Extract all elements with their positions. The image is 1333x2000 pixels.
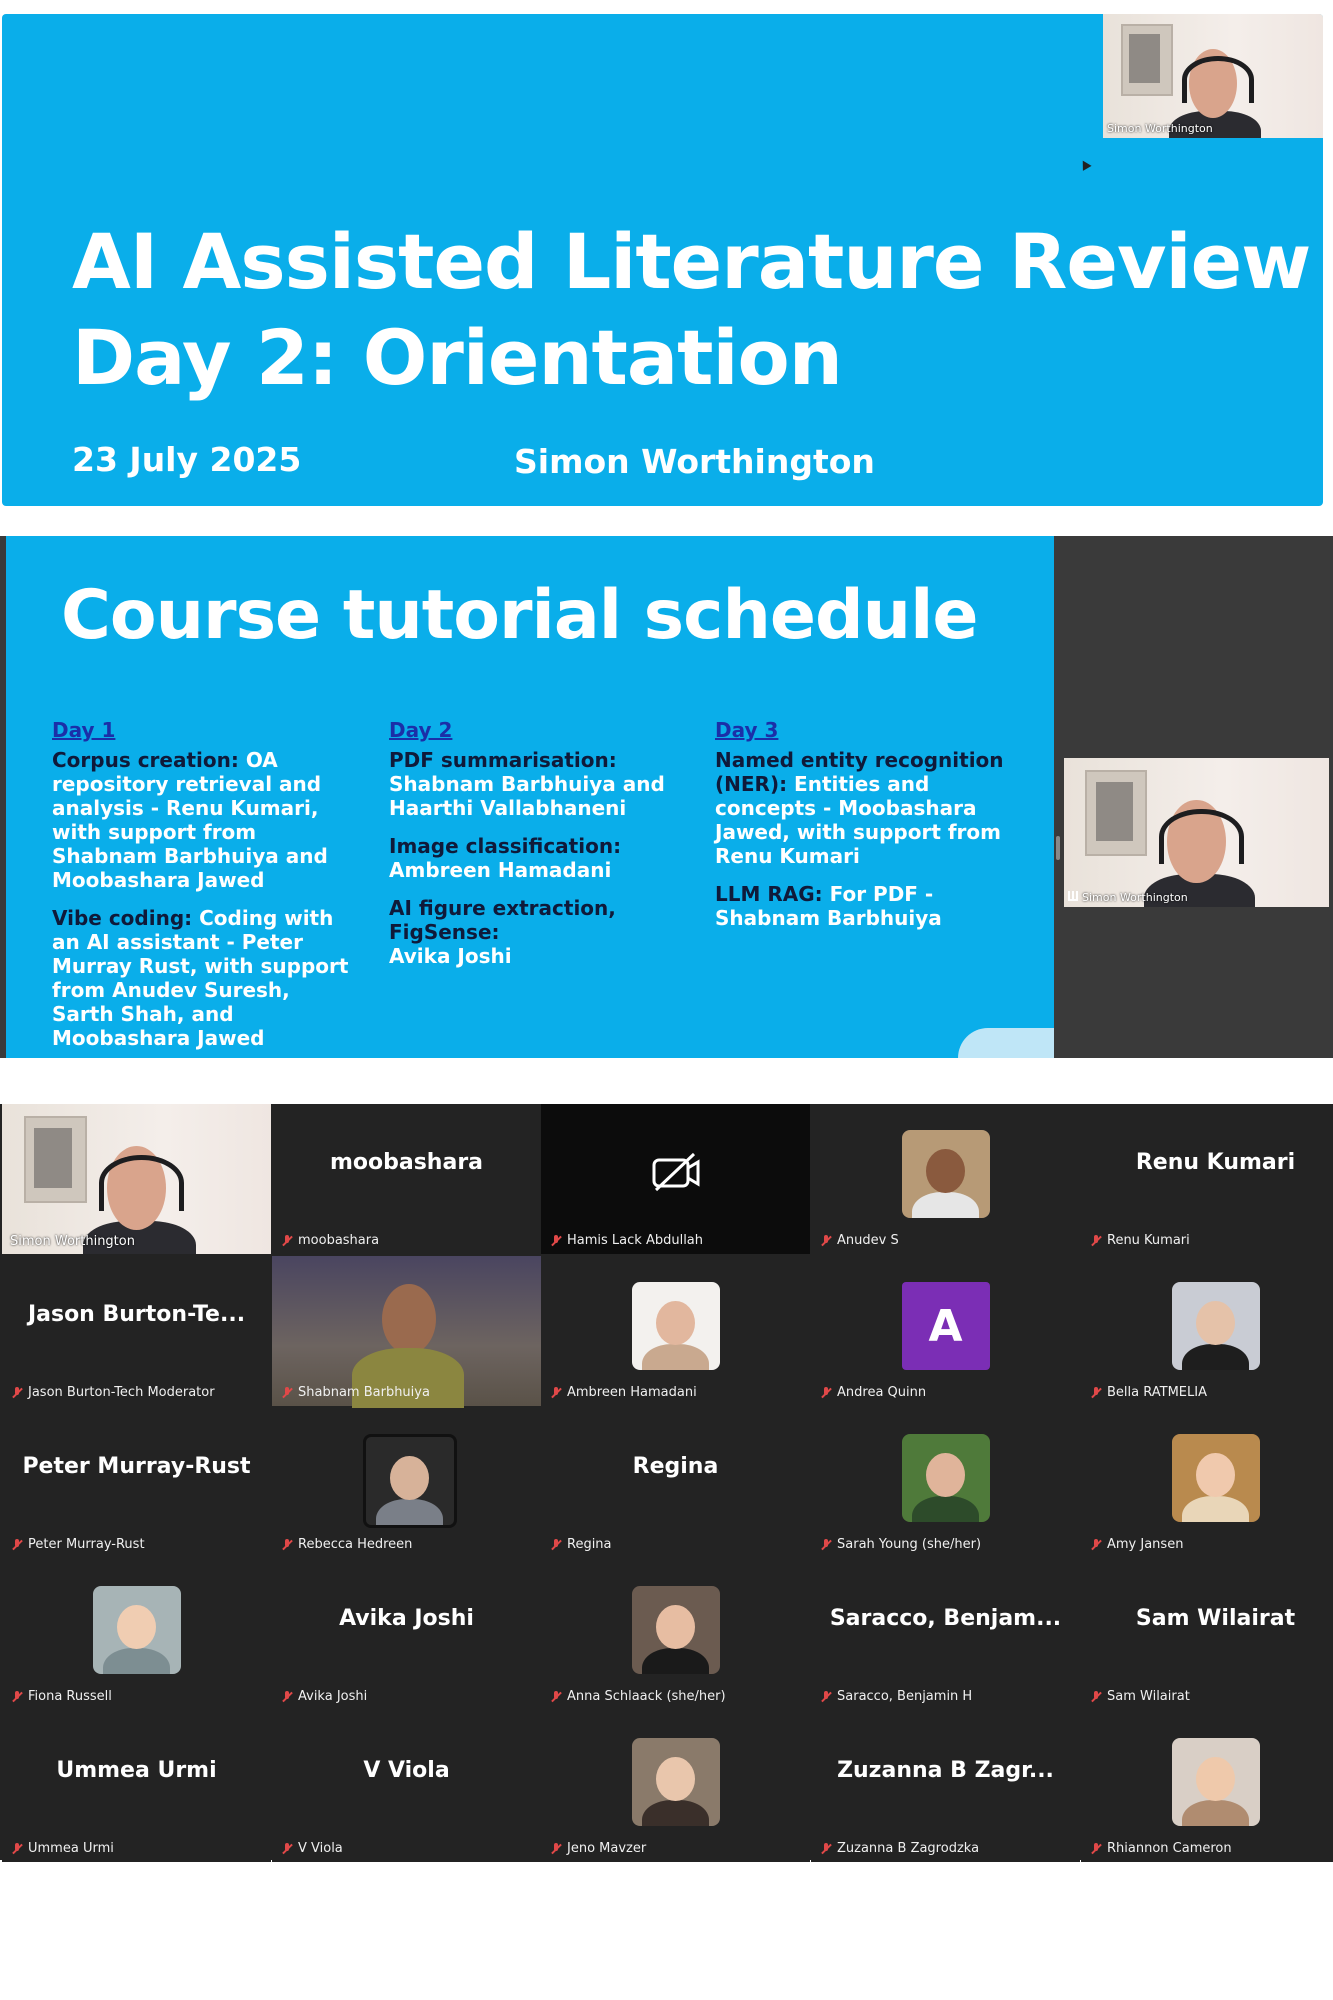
title-line-1: AI Assisted Literature Review — [72, 217, 1311, 306]
participant-name: Shabnam Barbhuiya — [298, 1385, 430, 1400]
participant-video-face — [382, 1284, 436, 1354]
participant-name: Rebecca Hedreen — [298, 1537, 413, 1552]
slide-1-title — [2, 14, 1323, 506]
participant-tile[interactable] — [272, 1712, 541, 1862]
day-3-item-rag — [715, 882, 1015, 930]
participant-name: Rhiannon Cameron — [1107, 1841, 1232, 1856]
muted-mic-icon — [1091, 1235, 1101, 1247]
participant-name: Sarah Young (she/her) — [837, 1537, 982, 1552]
participant-name: Peter Murray-Rust — [28, 1537, 145, 1552]
participant-name-label — [1091, 1841, 1232, 1856]
participant-name-label — [551, 1841, 646, 1856]
participant-tile[interactable] — [2, 1408, 271, 1558]
participant-display-name: Sam Wilairat — [1135, 1606, 1296, 1631]
participant-tile[interactable] — [272, 1256, 541, 1406]
participant-name: Ummea Urmi — [28, 1841, 114, 1856]
participant-name-label — [551, 1233, 703, 1248]
participant-name-label — [1091, 1233, 1190, 1248]
participant-tile[interactable] — [1081, 1408, 1333, 1558]
participant-avatar — [1172, 1282, 1260, 1370]
participant-name-label — [282, 1233, 379, 1248]
slide-2-screen-share — [0, 536, 1333, 1058]
participant-gallery — [0, 1104, 1333, 1860]
item-text: Coding with an AI assistant - Peter Murray Rust, with support from Anudev Suresh, Sarth Shah, and Moobashara Jawed — [52, 906, 349, 1050]
participant-name-label — [282, 1841, 343, 1856]
participant-avatar — [632, 1738, 720, 1826]
participant-name: Fiona Russell — [28, 1689, 112, 1704]
participant-avatar — [1172, 1738, 1260, 1826]
speaker-name-label — [1068, 891, 1188, 904]
participant-name-label — [1091, 1689, 1190, 1704]
participant-avatar — [902, 1130, 990, 1218]
participant-tile[interactable] — [2, 1560, 271, 1710]
participant-name-label — [12, 1689, 112, 1704]
schedule-slide — [6, 536, 1054, 1058]
muted-mic-icon — [282, 1539, 292, 1551]
participant-display-name: Renu Kumari — [1135, 1150, 1296, 1175]
participant-display-name: V Viola — [363, 1758, 450, 1783]
participant-display-name: Peter Murray-Rust — [22, 1454, 251, 1479]
participant-tile[interactable] — [811, 1408, 1080, 1558]
participant-name-label — [12, 1385, 215, 1400]
participant-tile[interactable] — [272, 1104, 541, 1254]
participant-name-label — [821, 1841, 979, 1856]
participant-name: V Viola — [298, 1841, 343, 1856]
participant-name: Andrea Quinn — [837, 1385, 927, 1400]
muted-mic-icon — [1091, 1843, 1101, 1855]
day-1-item-vibe — [52, 906, 352, 1050]
participant-avatar — [902, 1434, 990, 1522]
camera-off-icon — [650, 1152, 702, 1192]
muted-mic-icon — [282, 1691, 292, 1703]
participant-tile[interactable] — [272, 1560, 541, 1710]
participant-display-name: Saracco, Benjam... — [829, 1606, 1062, 1631]
item-text: OA repository retrieval and analysis - Renu Kumari, with support from Shabnam Barbhuiya and Moobashara Jawed — [52, 748, 328, 892]
day-3-item-ner — [715, 748, 1015, 868]
muted-mic-icon — [12, 1539, 22, 1551]
participant-tile[interactable] — [541, 1256, 810, 1406]
participant-display-name: Avika Joshi — [339, 1606, 474, 1631]
participant-name-label — [821, 1233, 899, 1248]
mouse-cursor-icon — [1078, 158, 1091, 171]
participant-avatar — [632, 1586, 720, 1674]
item-text: For PDF - Shabnam Barbhuiya — [715, 882, 942, 930]
muted-mic-icon — [821, 1539, 831, 1551]
day-1-heading: Day 1 — [52, 718, 116, 742]
speaker-video-panel[interactable] — [1064, 758, 1329, 907]
participant-name-label — [282, 1385, 430, 1400]
muted-mic-icon — [282, 1387, 292, 1399]
muted-mic-icon — [282, 1235, 292, 1247]
participant-name-label — [821, 1689, 972, 1704]
participant-name: Jeno Mavzer — [567, 1841, 647, 1856]
participant-name: Ambreen Hamadani — [567, 1385, 697, 1400]
participant-initial-avatar: A — [902, 1282, 990, 1370]
day-2-item-figure — [389, 896, 674, 968]
participant-tile[interactable] — [541, 1560, 810, 1710]
participant-avatar — [1172, 1434, 1260, 1522]
day-3-column — [715, 718, 1015, 944]
muted-mic-icon — [1091, 1691, 1101, 1703]
schedule-title: Course tutorial schedule — [61, 576, 978, 655]
participant-name: Hamis Lack Abdullah — [567, 1233, 704, 1248]
participant-tile[interactable] — [541, 1712, 810, 1862]
muted-mic-icon — [282, 1843, 292, 1855]
item-bold: Corpus creation: — [52, 748, 239, 772]
participant-name: Zuzanna B Zagrodzka — [837, 1841, 980, 1856]
item-text: Avika Joshi — [389, 944, 512, 968]
participant-avatar — [632, 1282, 720, 1370]
participant-name: Amy Jansen — [1107, 1537, 1184, 1552]
participant-avatar — [363, 1434, 457, 1528]
muted-mic-icon — [551, 1843, 561, 1855]
slide-title — [72, 214, 1311, 406]
speaker-name-label: Simon Worthington — [1107, 122, 1213, 135]
participant-name: Jason Burton-Tech Moderator — [28, 1385, 215, 1400]
participant-name-label — [821, 1537, 981, 1552]
participant-display-name: moobashara — [329, 1150, 484, 1175]
speaker-video-thumbnail[interactable] — [1103, 14, 1323, 138]
participant-name: Renu Kumari — [1107, 1233, 1190, 1248]
participant-name: Regina — [567, 1537, 612, 1552]
day-3-heading: Day 3 — [715, 718, 779, 742]
muted-mic-icon — [551, 1691, 561, 1703]
speaker-name: Simon Worthington — [1082, 891, 1188, 904]
item-text: Shabnam Barbhuiya and Haarthi Vallabhaneni — [389, 772, 665, 820]
participant-tile[interactable] — [272, 1408, 541, 1558]
muted-mic-icon — [1091, 1387, 1101, 1399]
muted-mic-icon — [551, 1539, 561, 1551]
participant-name-label — [12, 1841, 114, 1856]
item-bold: PDF summarisation: — [389, 748, 617, 772]
participant-tile[interactable] — [1081, 1712, 1333, 1862]
participant-name: Anudev S — [837, 1233, 899, 1248]
participant-name-label — [1091, 1537, 1183, 1552]
participant-tile[interactable] — [2, 1712, 271, 1862]
participant-tile[interactable] — [541, 1104, 810, 1254]
slide-date: 23 July 2025 — [72, 440, 302, 479]
participant-name: Simon Worthington — [10, 1234, 135, 1249]
item-bold: Image classification: — [389, 834, 622, 858]
item-text: Entities and concepts - Moobashara Jawed, with support from Renu Kumari — [715, 772, 1001, 868]
participant-tile[interactable] — [811, 1560, 1080, 1710]
participant-tile[interactable] — [811, 1256, 1080, 1406]
participant-display-name: Jason Burton-Te... — [27, 1302, 246, 1327]
participant-name-label — [1091, 1385, 1207, 1400]
item-bold: Named entity recognition (NER): — [715, 748, 1004, 796]
item-bold: LLM RAG: — [715, 882, 823, 906]
participant-display-name: Ummea Urmi — [56, 1758, 217, 1783]
participant-name-label — [551, 1689, 726, 1704]
day-2-item-image — [389, 834, 674, 882]
participant-name: Avika Joshi — [298, 1689, 368, 1704]
participant-tile[interactable] — [2, 1256, 271, 1406]
slide-presenter: Simon Worthington — [514, 442, 875, 481]
participant-name-label — [12, 1537, 145, 1552]
participant-tile[interactable] — [1081, 1256, 1333, 1406]
muted-mic-icon — [821, 1387, 831, 1399]
muted-mic-icon — [12, 1387, 22, 1399]
muted-mic-icon — [551, 1387, 561, 1399]
participant-tile[interactable] — [1081, 1104, 1333, 1254]
slide-corner-decoration — [958, 1028, 1054, 1058]
day-1-item-corpus — [52, 748, 352, 892]
participant-tile[interactable] — [541, 1408, 810, 1558]
participant-name: Bella RATMELIA — [1107, 1385, 1207, 1400]
participant-tile[interactable] — [811, 1712, 1080, 1862]
day-2-item-pdf — [389, 748, 674, 820]
item-bold: Vibe coding: — [52, 906, 193, 930]
participant-tile[interactable] — [2, 1104, 271, 1254]
muted-mic-icon — [12, 1843, 22, 1855]
muted-mic-icon — [821, 1691, 831, 1703]
participant-name-label — [282, 1689, 367, 1704]
day-2-heading: Day 2 — [389, 718, 453, 742]
item-text: Ambreen Hamadani — [389, 858, 612, 882]
muted-mic-icon — [12, 1691, 22, 1703]
muted-mic-icon — [821, 1843, 831, 1855]
participant-name-label — [821, 1385, 926, 1400]
participant-name: Saracco, Benjamin H — [837, 1689, 973, 1704]
participant-name: Anna Schlaack (she/her) — [567, 1689, 726, 1704]
participant-avatar — [93, 1586, 181, 1674]
participant-tile[interactable] — [811, 1104, 1080, 1254]
day-1-column — [52, 718, 352, 1058]
muted-mic-icon — [551, 1235, 561, 1247]
muted-mic-icon — [821, 1235, 831, 1247]
participant-name-label — [551, 1537, 612, 1552]
resize-handle[interactable] — [1056, 836, 1060, 860]
title-line-2: Day 2: Orientation — [72, 313, 842, 402]
participant-display-name: Regina — [632, 1454, 719, 1479]
participant-name-label — [551, 1385, 697, 1400]
muted-mic-icon — [1091, 1539, 1101, 1551]
item-bold: AI figure extraction, FigSense: — [389, 896, 616, 944]
participant-name-label — [282, 1537, 412, 1552]
participant-name: Sam Wilairat — [1107, 1689, 1190, 1704]
participant-name: moobashara — [298, 1233, 380, 1248]
participant-tile[interactable] — [1081, 1560, 1333, 1710]
signal-bars-icon — [1068, 891, 1078, 901]
day-2-column — [389, 718, 674, 982]
participant-display-name: Zuzanna B Zagr... — [837, 1758, 1054, 1783]
